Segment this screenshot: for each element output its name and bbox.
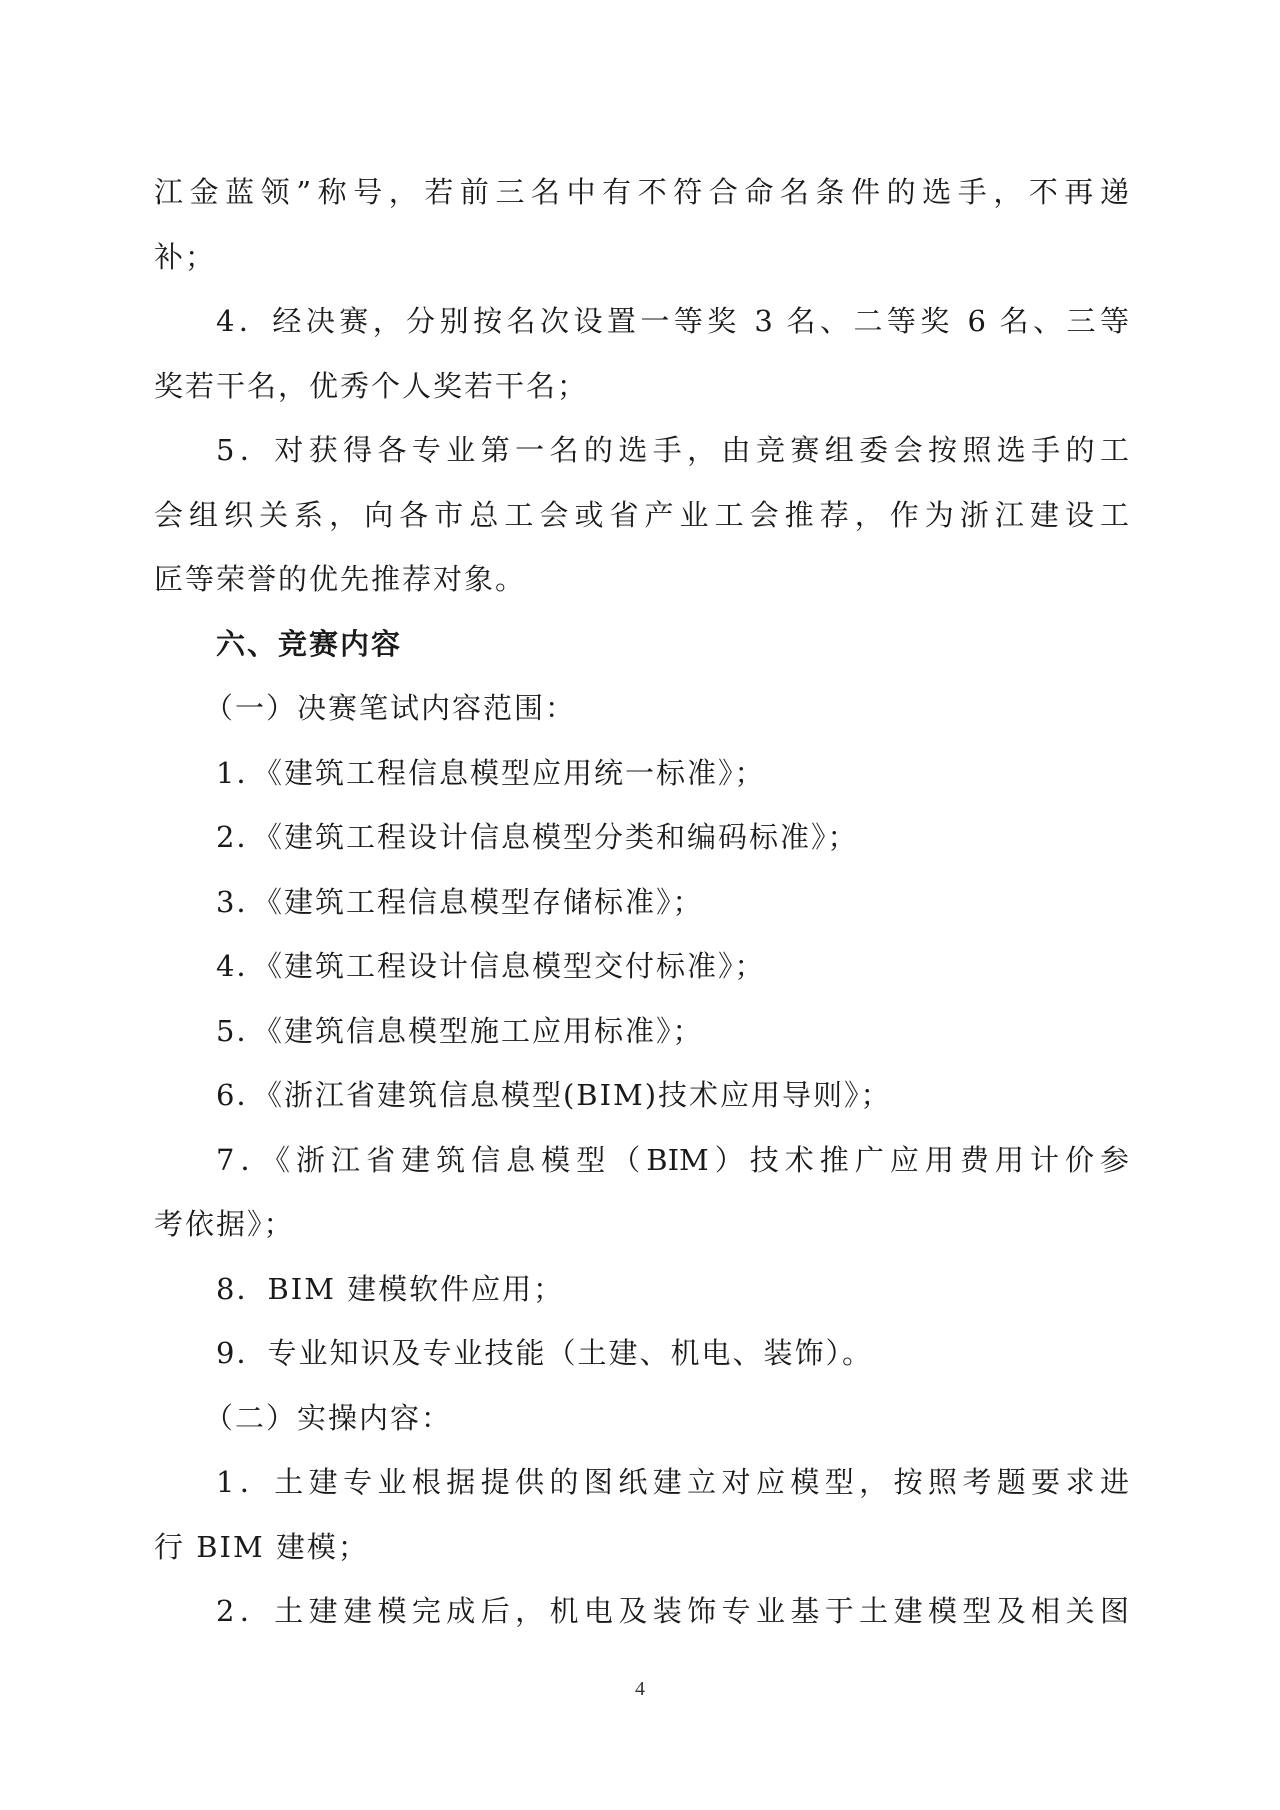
list-item-2: 2．《建筑工程设计信息模型分类和编码标准》； bbox=[216, 820, 859, 854]
paragraph-line-1: 江金蓝领”称号，若前三名中有不符合命名条件的选手，不再递 bbox=[154, 175, 1129, 209]
list-item-6: 6．《浙江省建筑信息模型(BIM)技术应用导则》； bbox=[216, 1078, 892, 1112]
paragraph-line-4: 奖若干名，优秀个人奖若干名； bbox=[154, 368, 589, 403]
list-item-3: 3．《建筑工程信息模型存储标准》； bbox=[216, 884, 704, 919]
document-body bbox=[154, 160, 1129, 1644]
page-number: 4 bbox=[635, 1678, 645, 1700]
practical-item-1-continued: 行 BIM 建模； bbox=[154, 1529, 369, 1564]
subsection-heading-1: （一）决赛笔试内容范围： bbox=[204, 691, 577, 725]
paragraph-line-7: 匠等荣誉的优先推荐对象。 bbox=[154, 562, 527, 596]
paragraph-line-3: 4．经决赛，分别按名次设置一等奖 3 名、二等奖 6 名、三等 bbox=[216, 304, 1129, 338]
paragraph-line-6: 会组织关系，向各市总工会或省产业工会推荐，作为浙江建设工 bbox=[154, 497, 1129, 532]
list-item-5: 5．《建筑信息模型施工应用标准》； bbox=[216, 1013, 704, 1048]
practical-item-1: 1．土建专业根据提供的图纸建立对应模型，按照考题要求进 bbox=[216, 1465, 1129, 1499]
list-item-9: 9．专业知识及专业技能（土建、机电、装饰）。 bbox=[216, 1336, 873, 1370]
paragraph-line-2: 补； bbox=[154, 239, 217, 274]
section-heading: 六、竞赛内容 bbox=[216, 626, 403, 661]
paragraph-line-5: 5．对获得各专业第一名的选手，由竞赛组委会按照选手的工 bbox=[216, 433, 1129, 467]
list-item-7-continued: 考依据》； bbox=[154, 1207, 295, 1241]
list-item-1: 1．《建筑工程信息模型应用统一标准》； bbox=[216, 755, 766, 790]
list-item-7: 7．《浙江省建筑信息模型（BIM）技术推广应用费用计价参 bbox=[216, 1142, 1129, 1177]
practical-item-2: 2．土建建模完成后，机电及装饰专业基于土建模型及相关图 bbox=[216, 1594, 1129, 1628]
list-item-8: 8．BIM 建模软件应用； bbox=[216, 1271, 565, 1306]
subsection-heading-2: （二）实操内容： bbox=[204, 1400, 453, 1435]
list-item-4: 4．《建筑工程设计信息模型交付标准》； bbox=[216, 949, 766, 983]
